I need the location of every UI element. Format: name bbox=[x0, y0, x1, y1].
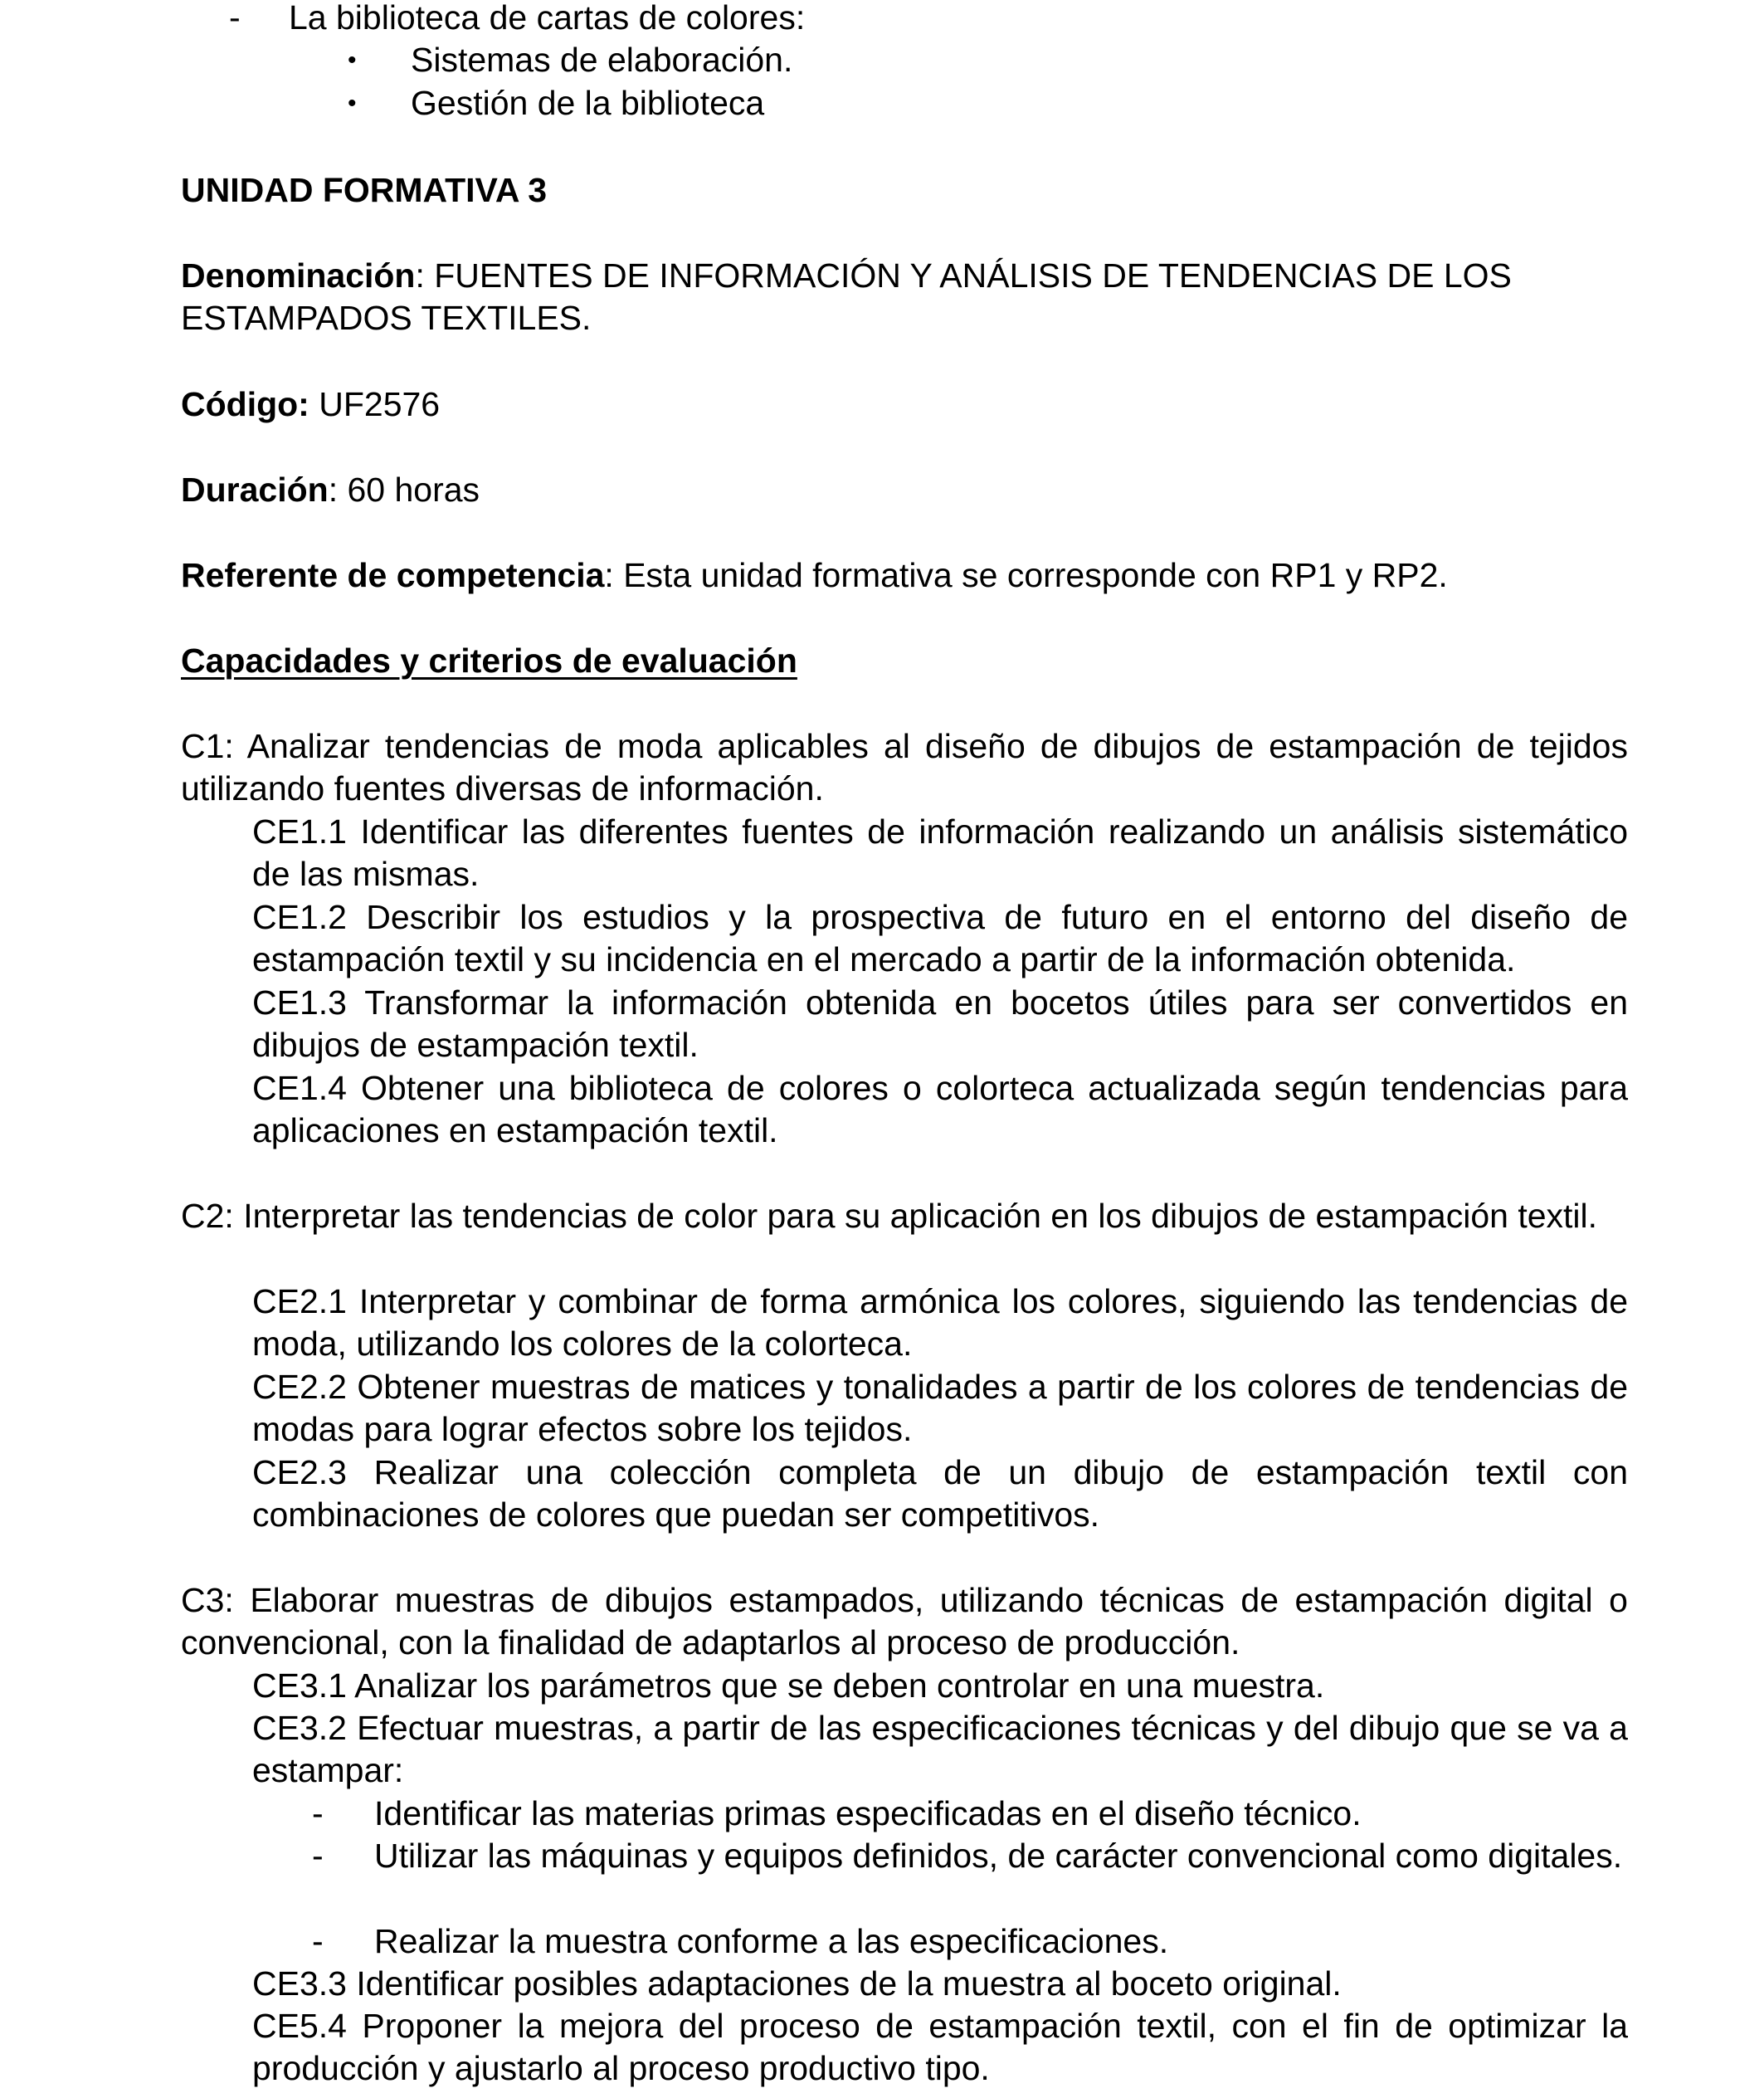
bullet-icon: • bbox=[348, 90, 357, 117]
bullet-text: Sistemas de elaboración. bbox=[411, 41, 793, 79]
dash-marker: - bbox=[312, 1922, 324, 1960]
codigo-label: Código: bbox=[181, 385, 309, 423]
codigo-value: UF2576 bbox=[309, 385, 441, 423]
duracion-label: Duración bbox=[181, 471, 329, 509]
list-item bbox=[312, 1920, 324, 1963]
dash-marker: - bbox=[312, 1837, 324, 1875]
criterion-ce1-3: CE1.3 Transformar la información obtenida en bocetos útiles para ser convertidos en dibujos de estampación textil. bbox=[252, 983, 1628, 1064]
capacity-c1: C1: Analizar tendencias de moda aplicables al diseño de dibujos de estampación de tejidos utilizando fuentes diversas de información. bbox=[181, 727, 1628, 807]
subitem-text: Realizar la muestra conforme a las especificaciones. bbox=[374, 1922, 1169, 1960]
list-item bbox=[312, 1835, 324, 1877]
list-item bbox=[348, 82, 765, 124]
criterion-ce3-1: CE3.1 Analizar los parámetros que se deben controlar en una muestra. bbox=[252, 1666, 1325, 1705]
denominacion bbox=[181, 255, 1628, 339]
criterion-ce1-1: CE1.1 Identificar las diferentes fuentes de información realizando un análisis sistemático de las mismas. bbox=[252, 812, 1628, 893]
criterion-ce3-2: CE3.2 Efectuar muestras, a partir de las especificaciones técnicas y del dibujo que se va a estampar: bbox=[252, 1709, 1628, 1789]
dash-marker: - bbox=[312, 1794, 324, 1832]
criterion-ce1-4: CE1.4 Obtener una biblioteca de colores o colorteca actualizada según tendencias para aplicaciones en estampación textil. bbox=[252, 1069, 1628, 1149]
bullet-text: Gestión de la biblioteca bbox=[411, 84, 765, 122]
referente bbox=[181, 554, 1628, 597]
criterion-ce2-1: CE2.1 Interpretar y combinar de forma armónica los colores, siguiendo las tendencias de moda, utilizando los colores de la colorteca. bbox=[252, 1282, 1628, 1363]
denominacion-label: Denominación bbox=[181, 256, 416, 295]
list-item bbox=[348, 39, 793, 81]
referente-value: : Esta unidad formativa se corresponde con RP1 y RP2. bbox=[604, 556, 1448, 594]
referente-label: Referente de competencia bbox=[181, 556, 605, 594]
list-item bbox=[229, 0, 241, 39]
criterion-ce3-3: CE3.3 Identificar posibles adaptaciones de la muestra al boceto original. bbox=[252, 1964, 1342, 2003]
codigo bbox=[181, 383, 1628, 426]
criterion-ce2-3: CE2.3 Realizar una colección completa de un dibujo de estampación textil con combinaciones de colores que puedan ser competitivos. bbox=[252, 1453, 1628, 1534]
subitem-text: Identificar las materias primas especificadas en el diseño técnico. bbox=[374, 1794, 1362, 1832]
duracion bbox=[181, 469, 1628, 511]
bullet-icon: • bbox=[348, 46, 357, 74]
criterion-ce5-4: CE5.4 Proponer la mejora del proceso de estampación textil, con el fin de optimizar la producción y ajustarlo al proceso productivo tipo. bbox=[252, 2007, 1628, 2087]
list-heading: La biblioteca de cartas de colores: bbox=[289, 0, 806, 37]
unit-title: UNIDAD FORMATIVA 3 bbox=[181, 171, 548, 209]
subitem-text: Utilizar las máquinas y equipos definidos, de carácter convencional como digitales. bbox=[374, 1837, 1623, 1875]
list-item bbox=[312, 1793, 324, 1835]
capacity-c3: C3: Elaborar muestras de dibujos estampados, utilizando técnicas de estampación digital o convencional, con la finalidad de adaptarlos al proceso de producción. bbox=[181, 1581, 1628, 1661]
criterion-ce1-2: CE1.2 Describir los estudios y la prospectiva de futuro en el entorno del diseño de estampación textil y su incidencia en el mercado a partir de la información obtenida. bbox=[252, 898, 1628, 978]
duracion-value: : 60 horas bbox=[328, 471, 480, 509]
capacidades-heading: Capacidades y criterios de evaluación bbox=[181, 642, 797, 680]
dash-marker: - bbox=[229, 0, 241, 37]
denominacion-value: : FUENTES DE INFORMACIÓN Y ANÁLISIS DE TENDENCIAS DE LOS ESTAMPADOS TEXTILES. bbox=[181, 256, 1512, 337]
criterion-ce2-2: CE2.2 Obtener muestras de matices y tonalidades a partir de los colores de tendencias de modas para lograr efectos sobre los tejidos. bbox=[252, 1368, 1628, 1448]
capacity-c2: C2: Interpretar las tendencias de color para su aplicación en los dibujos de estampación textil. bbox=[181, 1197, 1598, 1235]
